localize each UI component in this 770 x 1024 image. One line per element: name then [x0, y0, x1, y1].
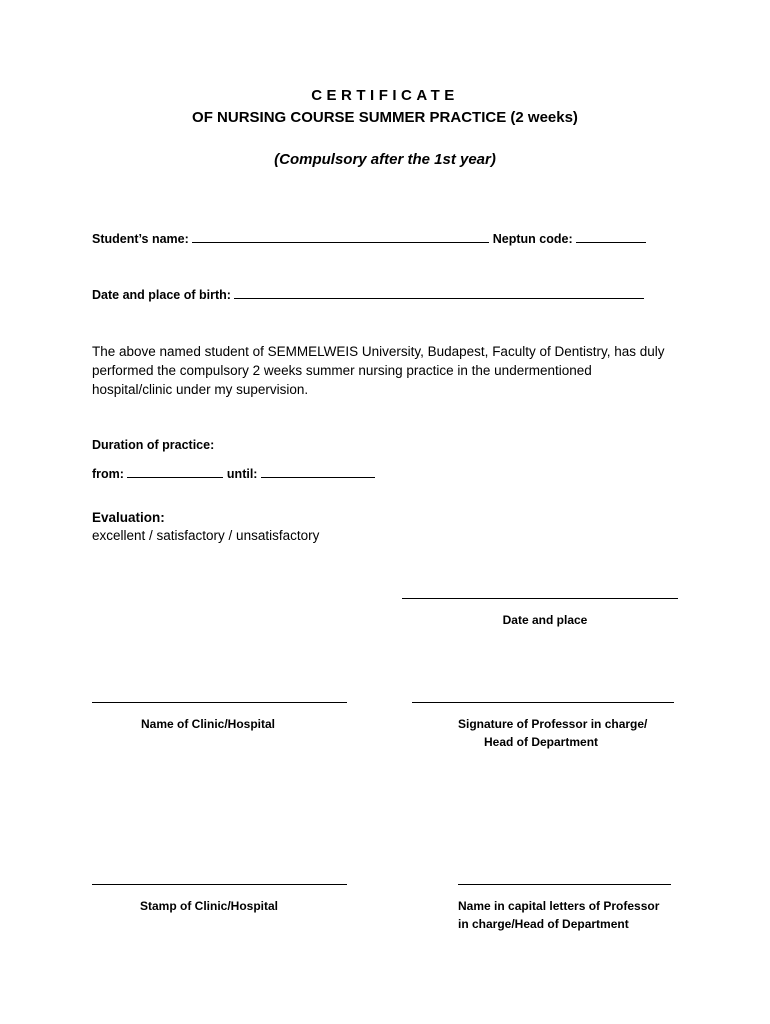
professor-name-label-2: in charge/Head of Department	[458, 917, 629, 931]
clinic-name-line[interactable]	[92, 702, 347, 703]
evaluation-options: excellent / satisfactory / unsatisfactory	[92, 528, 320, 543]
professor-name-line[interactable]	[458, 884, 671, 885]
student-name-label: Student’s name:	[92, 232, 189, 246]
birth-label: Date and place of birth:	[92, 288, 231, 302]
neptun-code-label: Neptun code:	[492, 232, 573, 246]
professor-signature-label-1: Signature of Professor in charge/	[458, 717, 648, 731]
professor-signature-label-2: Head of Department	[484, 735, 599, 749]
student-name-field[interactable]	[192, 231, 489, 243]
student-name-row	[92, 231, 646, 246]
from-field[interactable]	[127, 466, 223, 478]
professor-signature-line[interactable]	[412, 702, 674, 703]
duration-row	[92, 466, 375, 481]
duration-label: Duration of practice:	[92, 438, 215, 452]
birth-row	[92, 287, 644, 302]
evaluation-label: Evaluation:	[92, 510, 165, 525]
stamp-label: Stamp of Clinic/Hospital	[139, 899, 278, 913]
stamp-line[interactable]	[92, 884, 347, 885]
certificate-subtitle: OF NURSING COURSE SUMMER PRACTICE (2 weeks)	[192, 109, 578, 126]
date-place-line[interactable]	[402, 598, 678, 599]
birth-field[interactable]	[234, 287, 644, 299]
until-field[interactable]	[261, 466, 375, 478]
statement-paragraph: The above named student of SEMMELWEIS University, Budapest, Faculty of Dentistry, has duly performed the compulsory 2 weeks summer nursing practice in the undermentioned hospital/clinic under my supervision.	[92, 344, 665, 397]
until-label: until:	[226, 467, 258, 481]
compulsory-note: (Compulsory after the 1st year)	[274, 151, 496, 168]
professor-name-label-1: Name in capital letters of Professor	[458, 899, 660, 913]
neptun-code-field[interactable]	[576, 231, 646, 243]
from-label: from:	[92, 467, 124, 481]
clinic-name-label: Name of Clinic/Hospital	[140, 717, 276, 731]
certificate-title: CERTIFICATE	[311, 87, 459, 104]
date-place-label: Date and place	[502, 613, 588, 627]
